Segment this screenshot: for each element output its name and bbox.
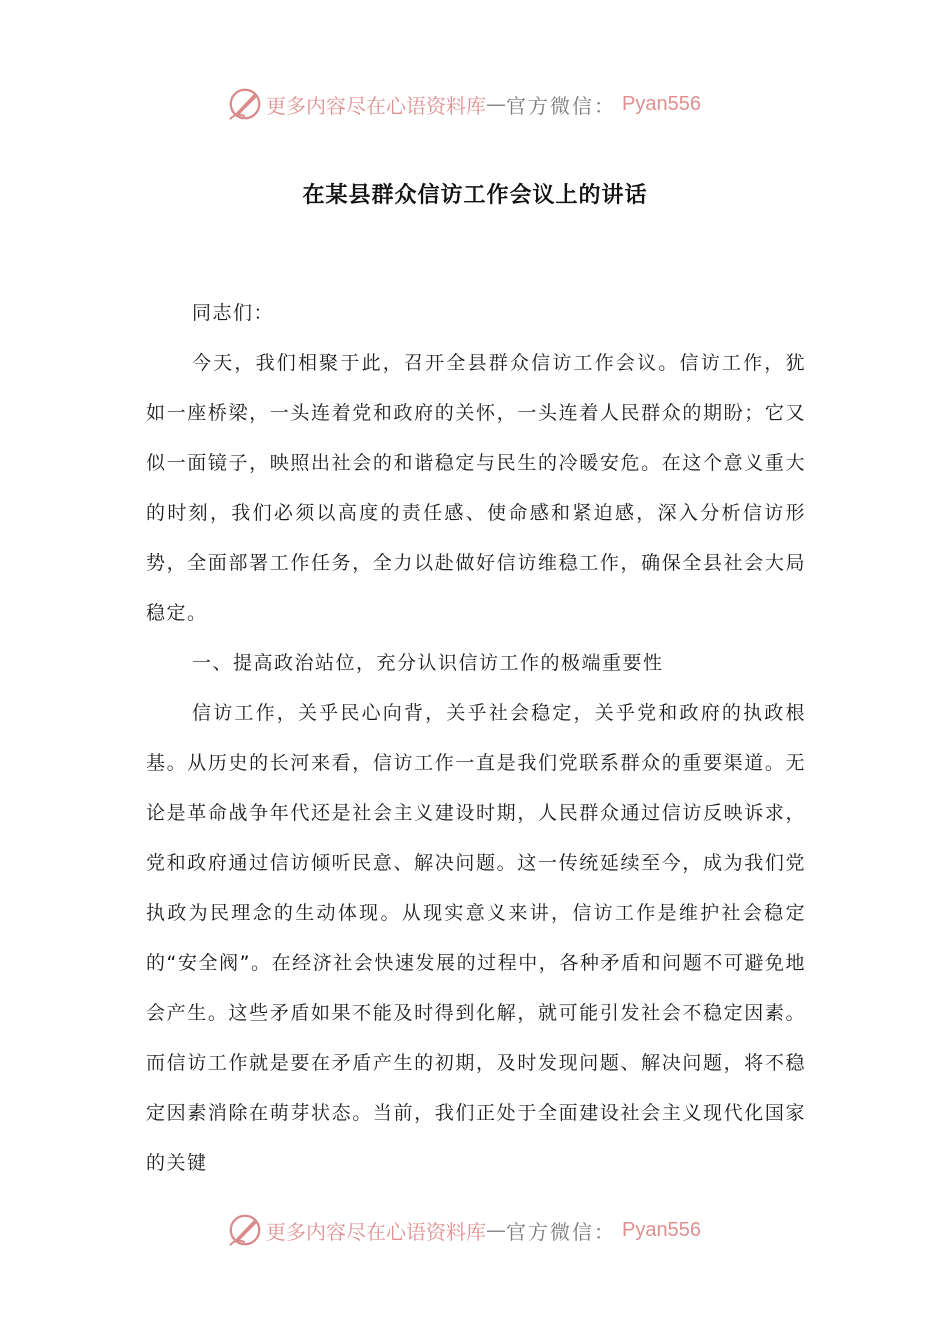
quill-pen-icon: [226, 1211, 264, 1249]
document-title: 在某县群众信访工作会议上的讲话: [302, 183, 648, 208]
banner-wechat-id: Pyan556: [622, 1218, 701, 1241]
document-body: [146, 288, 806, 1188]
footer-watermark-banner: [226, 1208, 701, 1252]
banner-wechat-label: 官方微信：: [506, 93, 616, 118]
banner-wechat-id: Pyan556: [622, 92, 701, 115]
banner-wechat-label: 官方微信：: [506, 1219, 616, 1244]
quill-pen-icon: [226, 85, 264, 123]
section-heading: 一、提高政治站位，充分认识信访工作的极端重要性: [192, 652, 664, 674]
paragraph: 今天，我们相聚于此，召开全县群众信访工作会议。信访工作，犹如一座桥梁，一头连着党和政府的关怀，一头连着人民群众的期盼；它又似一面镜子，映照出社会的和谐稳定与民生的冷暖安危。在这个意义重大的时刻，我们必须以高度的责任感、使命感和紧迫感，深入分析信访形势，全面部署工作任务，全力以赴做好信访维稳工作，确保全县社会大局稳定。: [146, 352, 806, 624]
salutation: 同志们：: [192, 302, 275, 324]
banner-dash: —: [486, 1218, 506, 1242]
paragraph: 信访工作，关乎民心向背，关乎社会稳定，关乎党和政府的执政根基。从历史的长河来看，信访工作一直是我们党联系群众的重要渠道。无论是革命战争年代还是社会主义建设时期，人民群众通过信访反映诉求，党和政府通过信访倾听民意、解决问题。这一传统延续至今，成为我们党执政为民理念的生动体现。从现实意义来讲，信访工作是维护社会稳定的“安全阀”。在经济社会快速发展的过程中，各种矛盾和问题不可避免地会产生。这些矛盾如果不能及时得到化解，就可能引发社会不稳定因素。而信访工作就是要在矛盾产生的初期，及时发现问题、解决问题，将不稳定因素消除在萌芽状态。当前，我们正处于全面建设社会主义现代化国家的关键: [146, 702, 806, 1174]
header-watermark-banner: [226, 82, 701, 126]
banner-text: 更多内容尽在心语资料库: [266, 93, 486, 118]
banner-text: 更多内容尽在心语资料库: [266, 1219, 486, 1244]
banner-dash: —: [486, 92, 506, 116]
